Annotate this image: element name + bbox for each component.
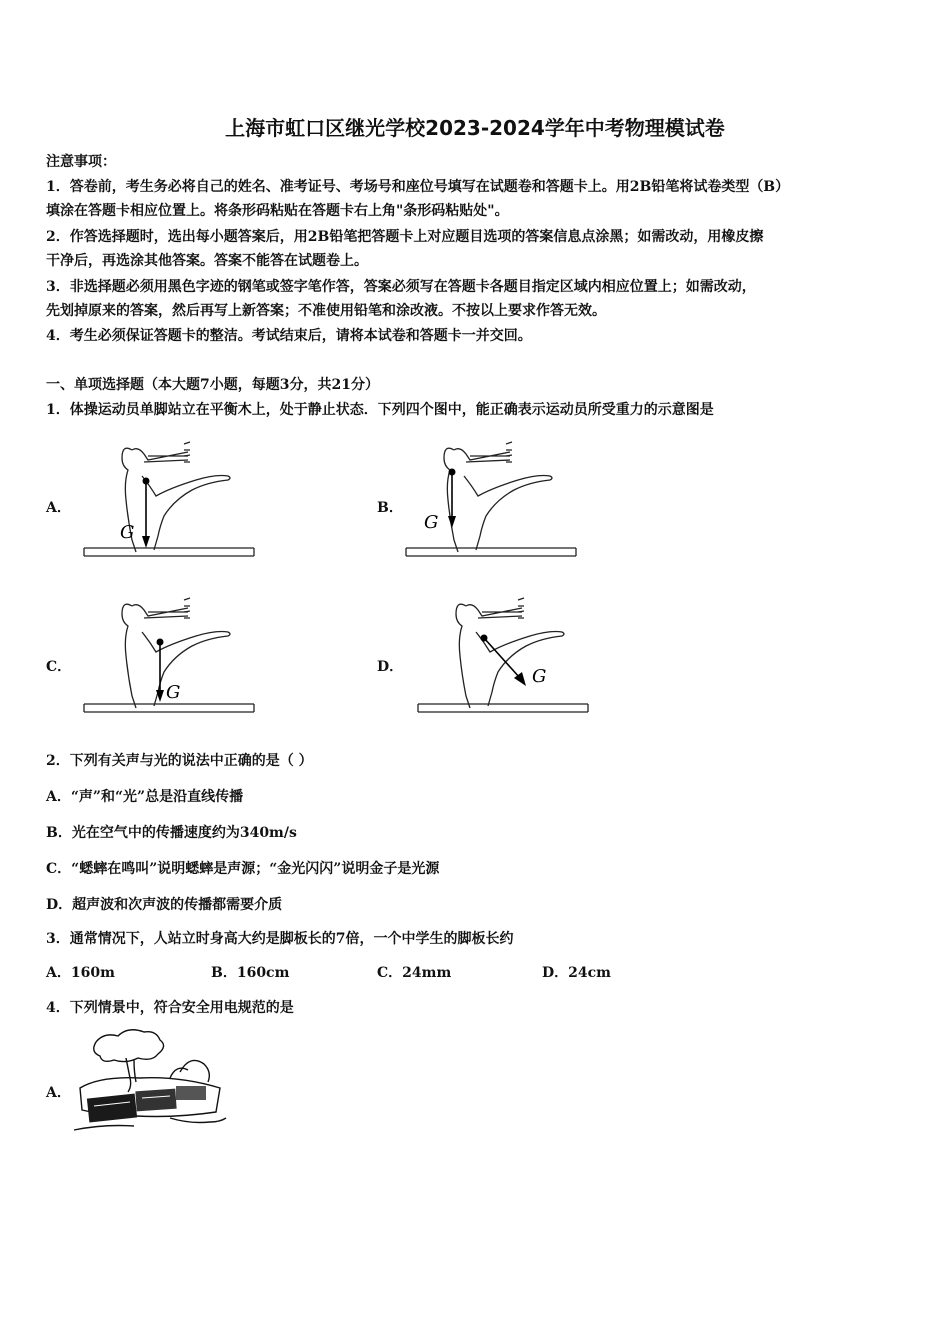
notice-line: 1．答卷前，考生务必将自己的姓名、准考证号、考场号和座位号填写在试题卷和答题卡上。用2B铅笔将试卷类型（B） xyxy=(46,179,790,195)
q2-option-d: D．超声波和次声波的传播都需要介质 xyxy=(46,897,283,913)
q2-option-c: C．“蟋蟀在鸣叫”说明蟋蟀是声源；“金光闪闪”说明金子是光源 xyxy=(46,861,440,877)
section-heading: 一、单项选择题（本大题7小题，每题3分，共21分） xyxy=(46,377,379,393)
question-1-stem: 1．体操运动员单脚站立在平衡木上，处于静止状态．下列四个图中，能正确表示运动员所受重力的示意图是 xyxy=(46,402,714,418)
q3-option-c: C．24mm xyxy=(377,965,452,981)
q2-option-b: B．光在空气中的传播速度约为340m/s xyxy=(46,825,297,841)
force-arrowhead xyxy=(142,536,150,548)
gymnast-figure-c xyxy=(80,592,260,718)
notice-line: 干净后，再选涂其他答案。答案不能答在试题卷上。 xyxy=(46,253,368,269)
notice-line: 填涂在答题卡相应位置上。将条形码粘贴在答题卡右上角"条形码粘贴处"。 xyxy=(46,203,509,219)
question-2-stem: 2．下列有关声与光的说法中正确的是（ ） xyxy=(46,753,313,769)
q2-option-a: A．“声”和“光”总是沿直线传播 xyxy=(46,789,244,805)
force-arrowhead xyxy=(448,516,456,528)
force-label-g: G xyxy=(166,682,181,703)
q4-option-a-label: A． xyxy=(46,1085,71,1101)
q1-option-b-label: B． xyxy=(377,500,403,516)
q3-option-d: D．24cm xyxy=(542,965,611,981)
q1-option-a-label: A． xyxy=(46,500,71,516)
q3-option-a: A．160m xyxy=(46,965,115,981)
notice-heading: 注意事项： xyxy=(46,154,116,170)
gymnast-figure-d xyxy=(414,592,594,718)
force-label-g: G xyxy=(120,522,135,543)
notice-line: 4．考生必须保证答题卡的整洁。考试结束后，请将本试卷和答题卡一并交回。 xyxy=(46,328,532,344)
gymnast-figure-a xyxy=(80,436,260,562)
question-4-stem: 4．下列情景中，符合安全用电规范的是 xyxy=(46,1000,294,1016)
page-title: 上海市虹口区继光学校2023-2024学年中考物理模试卷 xyxy=(225,116,725,140)
force-label-g: G xyxy=(424,512,439,533)
q1-option-d-label: D． xyxy=(377,659,404,675)
power-strip-illustration xyxy=(70,1026,230,1138)
notice-line: 3．非选择题必须用黑色字迹的钢笔或签字笔作答，答案必须写在答题卡各题目指定区域内相应位置上；如需改动， xyxy=(46,279,756,295)
q1-option-c-label: C． xyxy=(46,659,72,675)
notice-line: 2．作答选择题时，选出每小题答案后，用2B铅笔把答题卡上对应题目选项的答案信息点涂黑；如需改动，用橡皮擦 xyxy=(46,229,764,245)
q3-option-b: B．160cm xyxy=(211,965,290,981)
notice-line: 先划掉原来的答案，然后再写上新答案；不准使用铅笔和涂改液。不按以上要求作答无效。 xyxy=(46,303,606,319)
force-label-g: G xyxy=(532,666,547,687)
question-3-stem: 3．通常情况下，人站立时身高大约是脚板长的7倍，一个中学生的脚板长约 xyxy=(46,931,514,947)
gymnast-figure-b xyxy=(402,436,582,562)
